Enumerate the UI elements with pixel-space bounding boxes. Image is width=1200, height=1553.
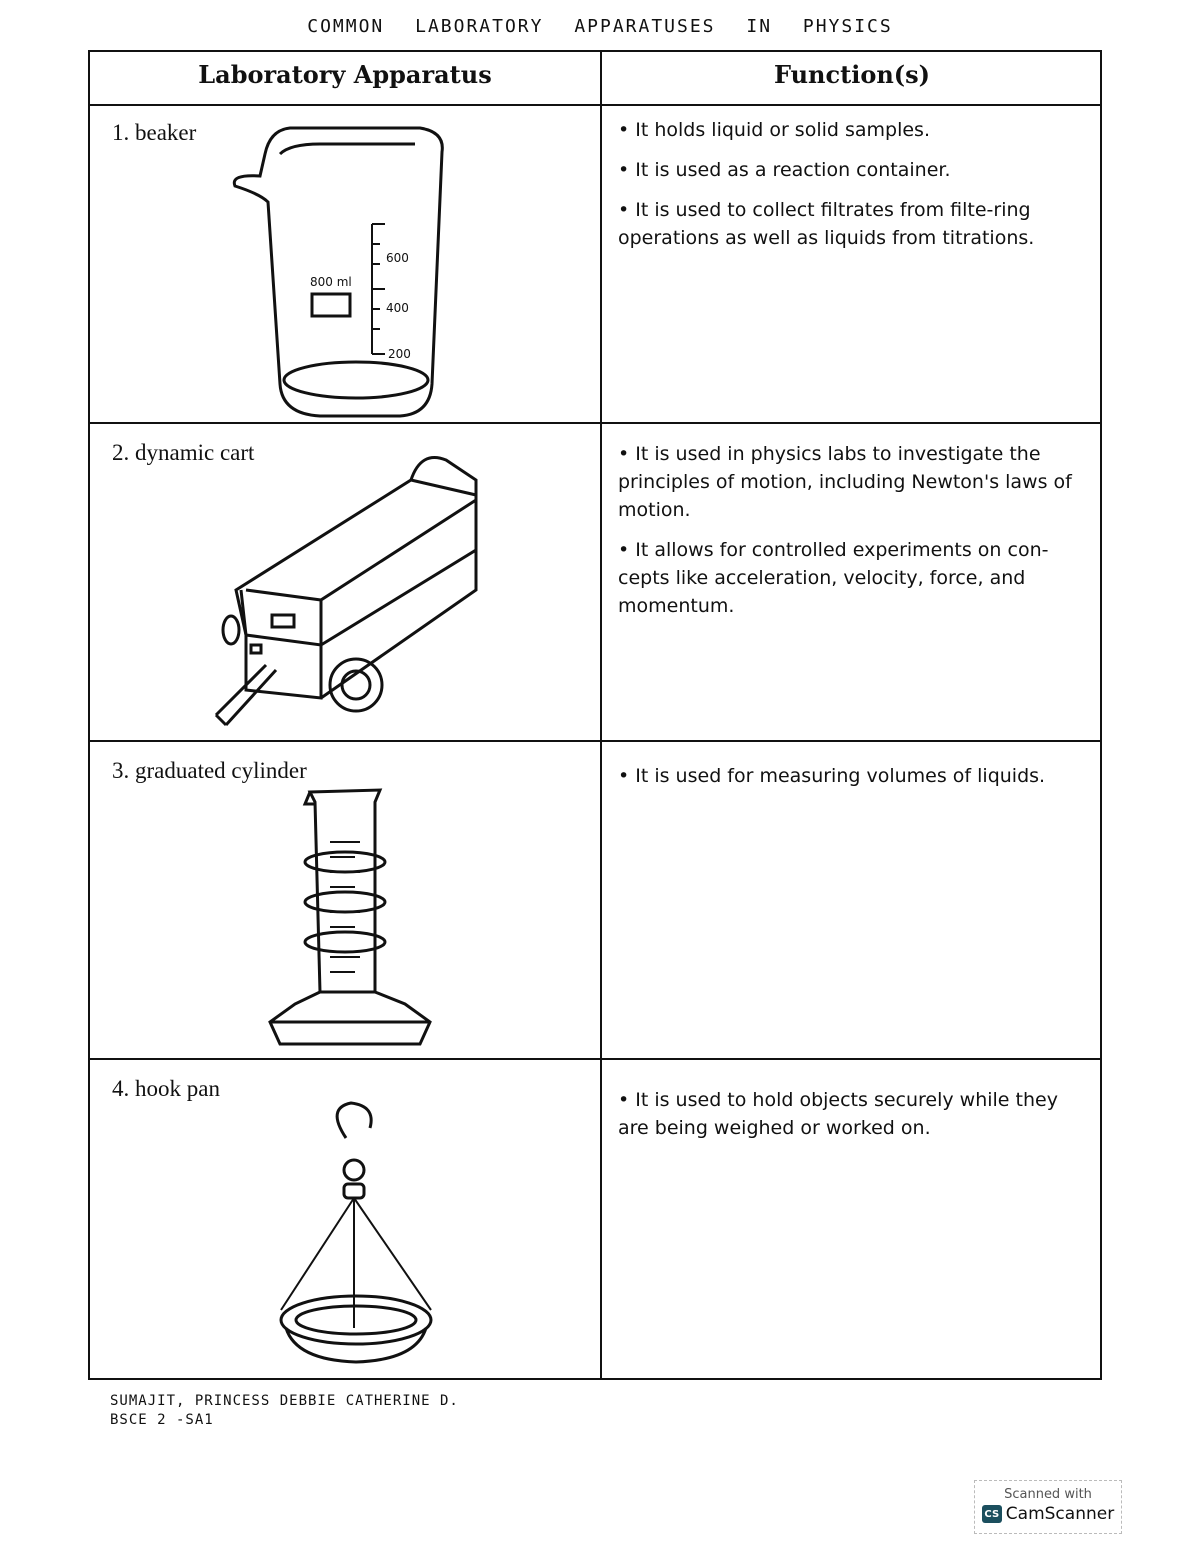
apparatus-table	[88, 50, 1102, 1380]
column-divider	[600, 52, 602, 1378]
beaker-volume-label: 800 ml	[310, 275, 352, 289]
author-footer	[110, 1392, 459, 1430]
header-apparatus: Laboratory Apparatus	[198, 60, 492, 89]
watermark-caption: Scanned with	[1004, 1487, 1092, 1502]
functions-beaker	[618, 116, 1088, 264]
bullet: • It is used to collect filtrates from filte-ring operations as well as liquids from titrations.	[618, 196, 1088, 252]
bullet: • It is used to hold objects securely while they are being weighed or worked on.	[618, 1086, 1088, 1142]
camscanner-watermark	[974, 1480, 1122, 1534]
row-divider	[90, 740, 1100, 742]
functions-hook-pan	[618, 1086, 1088, 1154]
bullet: • It allows for controlled experiments on con-cepts like acceleration, velocity, force, and momentum.	[618, 536, 1088, 620]
functions-graduated-cylinder	[618, 762, 1088, 802]
dynamic-cart-drawing	[186, 440, 496, 740]
row-label-dynamic-cart: 2. dynamic cart	[112, 440, 255, 465]
row-label-graduated-cylinder: 3. graduated cylinder	[112, 758, 307, 783]
beaker-mark-200: 200	[388, 347, 411, 361]
camscanner-logo-icon: CS	[982, 1505, 1002, 1523]
header-divider	[90, 104, 1100, 106]
watermark-brand: CamScanner	[1005, 1504, 1115, 1524]
bullet: • It is used as a reaction container.	[618, 156, 1088, 184]
graduated-cylinder-drawing	[260, 782, 440, 1062]
row-label-hook-pan: 4. hook pan	[112, 1076, 220, 1101]
author-name: SUMAJIT, PRINCESS DEBBIE CATHERINE D.	[110, 1393, 459, 1409]
row-label-beaker: 1. beaker	[112, 120, 197, 145]
beaker-mark-400: 400	[386, 301, 409, 315]
bullet: • It is used in physics labs to investigate the principles of motion, including Newton's laws of motion.	[618, 440, 1088, 524]
beaker-mark-600: 600	[386, 251, 409, 265]
author-section: BSCE 2 -SA1	[110, 1412, 214, 1428]
page-title: COMMON LABORATORY APPARATUSES IN PHYSICS	[307, 16, 893, 37]
header-functions: Function(s)	[773, 60, 930, 89]
beaker-drawing	[220, 114, 460, 424]
bullet: • It is used for measuring volumes of liquids.	[618, 762, 1088, 790]
hook-pan-drawing	[266, 1098, 446, 1368]
bullet: • It holds liquid or solid samples.	[618, 116, 1088, 144]
row-divider	[90, 1058, 1100, 1060]
functions-dynamic-cart	[618, 440, 1088, 632]
